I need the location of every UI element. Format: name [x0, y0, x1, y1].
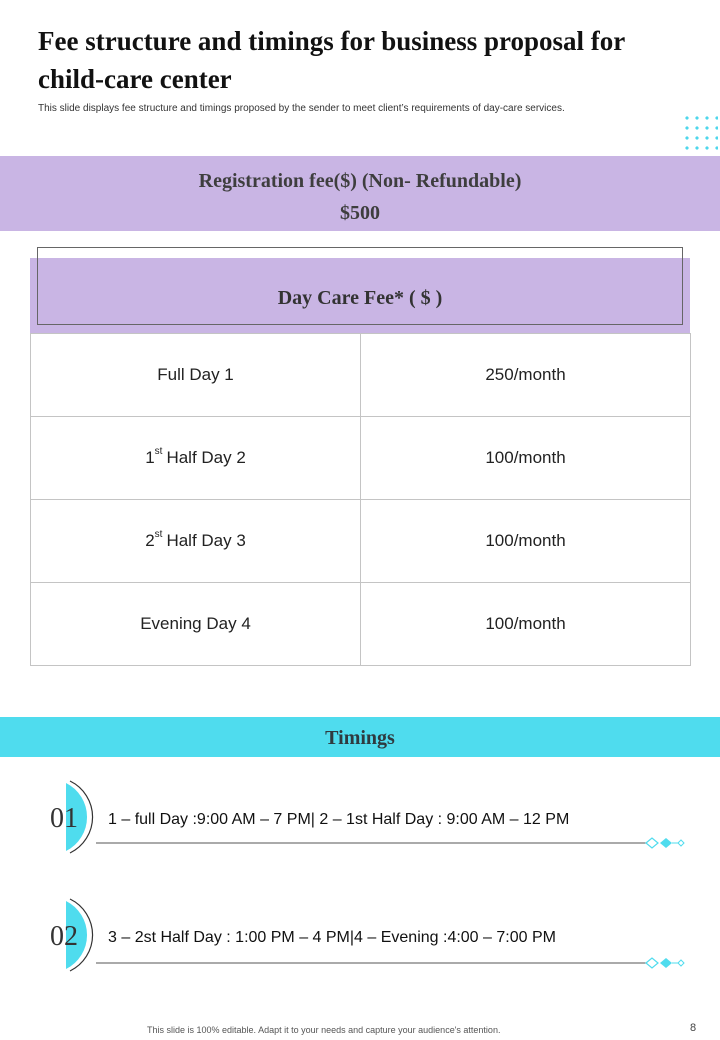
table-row — [31, 583, 691, 666]
fee-type-label: Half Day 3 — [166, 531, 246, 550]
fee-amount-cell: 100/month — [361, 500, 691, 583]
page-subtitle: This slide displays fee structure and timings proposed by the sender to meet client’s requirements of day-care services. — [38, 103, 565, 114]
day-care-fee-table — [30, 333, 691, 666]
fee-type-label: Full Day 1 — [157, 365, 234, 384]
fee-type-label: Evening Day 4 — [140, 614, 251, 633]
page-number: 8 — [690, 1022, 697, 1034]
timing-number: 01 — [50, 803, 78, 834]
fee-type-label: Half Day 2 — [166, 448, 246, 467]
fee-type-cell — [31, 417, 361, 500]
timing-item — [0, 893, 720, 973]
table-row — [31, 334, 691, 417]
diamond-marker — [646, 958, 658, 968]
day-care-header-outline — [37, 247, 683, 325]
registration-fee-band — [0, 156, 720, 231]
timing-number: 02 — [50, 921, 78, 952]
fee-type-superscript: st — [154, 529, 163, 541]
diamond-marker — [678, 960, 684, 966]
fee-type-prefix: 1 — [145, 448, 155, 467]
table-row — [31, 500, 691, 583]
timing-text: 1 – full Day :9:00 AM – 7 PM| 2 – 1st Half Day : 9:00 AM – 12 PM — [108, 811, 570, 828]
fee-amount-cell: 250/month — [361, 334, 691, 417]
day-care-fee-header: Day Care Fee* ( $ ) — [30, 258, 690, 333]
timings-header: Timings — [0, 717, 720, 757]
timing-text: 3 – 2st Half Day : 1:00 PM – 4 PM|4 – Evening :4:00 – 7:00 PM — [108, 929, 556, 946]
registration-fee-label: Registration fee($) (Non- Refundable) — [198, 170, 522, 192]
fee-type-cell — [31, 334, 361, 417]
table-row — [31, 417, 691, 500]
diamond-marker — [660, 838, 672, 848]
fee-type-superscript: st — [154, 446, 163, 458]
diamond-marker — [660, 958, 672, 968]
page-title: Fee structure and timings for business proposal for child-care center — [38, 26, 625, 94]
fee-type-prefix: 2 — [145, 531, 155, 550]
fee-type-cell — [31, 500, 361, 583]
diamond-marker — [646, 838, 658, 848]
diamond-marker — [678, 840, 684, 846]
fee-type-cell — [31, 583, 361, 666]
footer-note: This slide is 100% editable. Adapt it to your needs and capture your audience's attention. — [147, 1025, 501, 1035]
fee-amount-cell: 100/month — [361, 583, 691, 666]
registration-fee-amount: $500 — [340, 202, 380, 224]
timing-item — [0, 775, 720, 855]
fee-amount-cell: 100/month — [361, 417, 691, 500]
